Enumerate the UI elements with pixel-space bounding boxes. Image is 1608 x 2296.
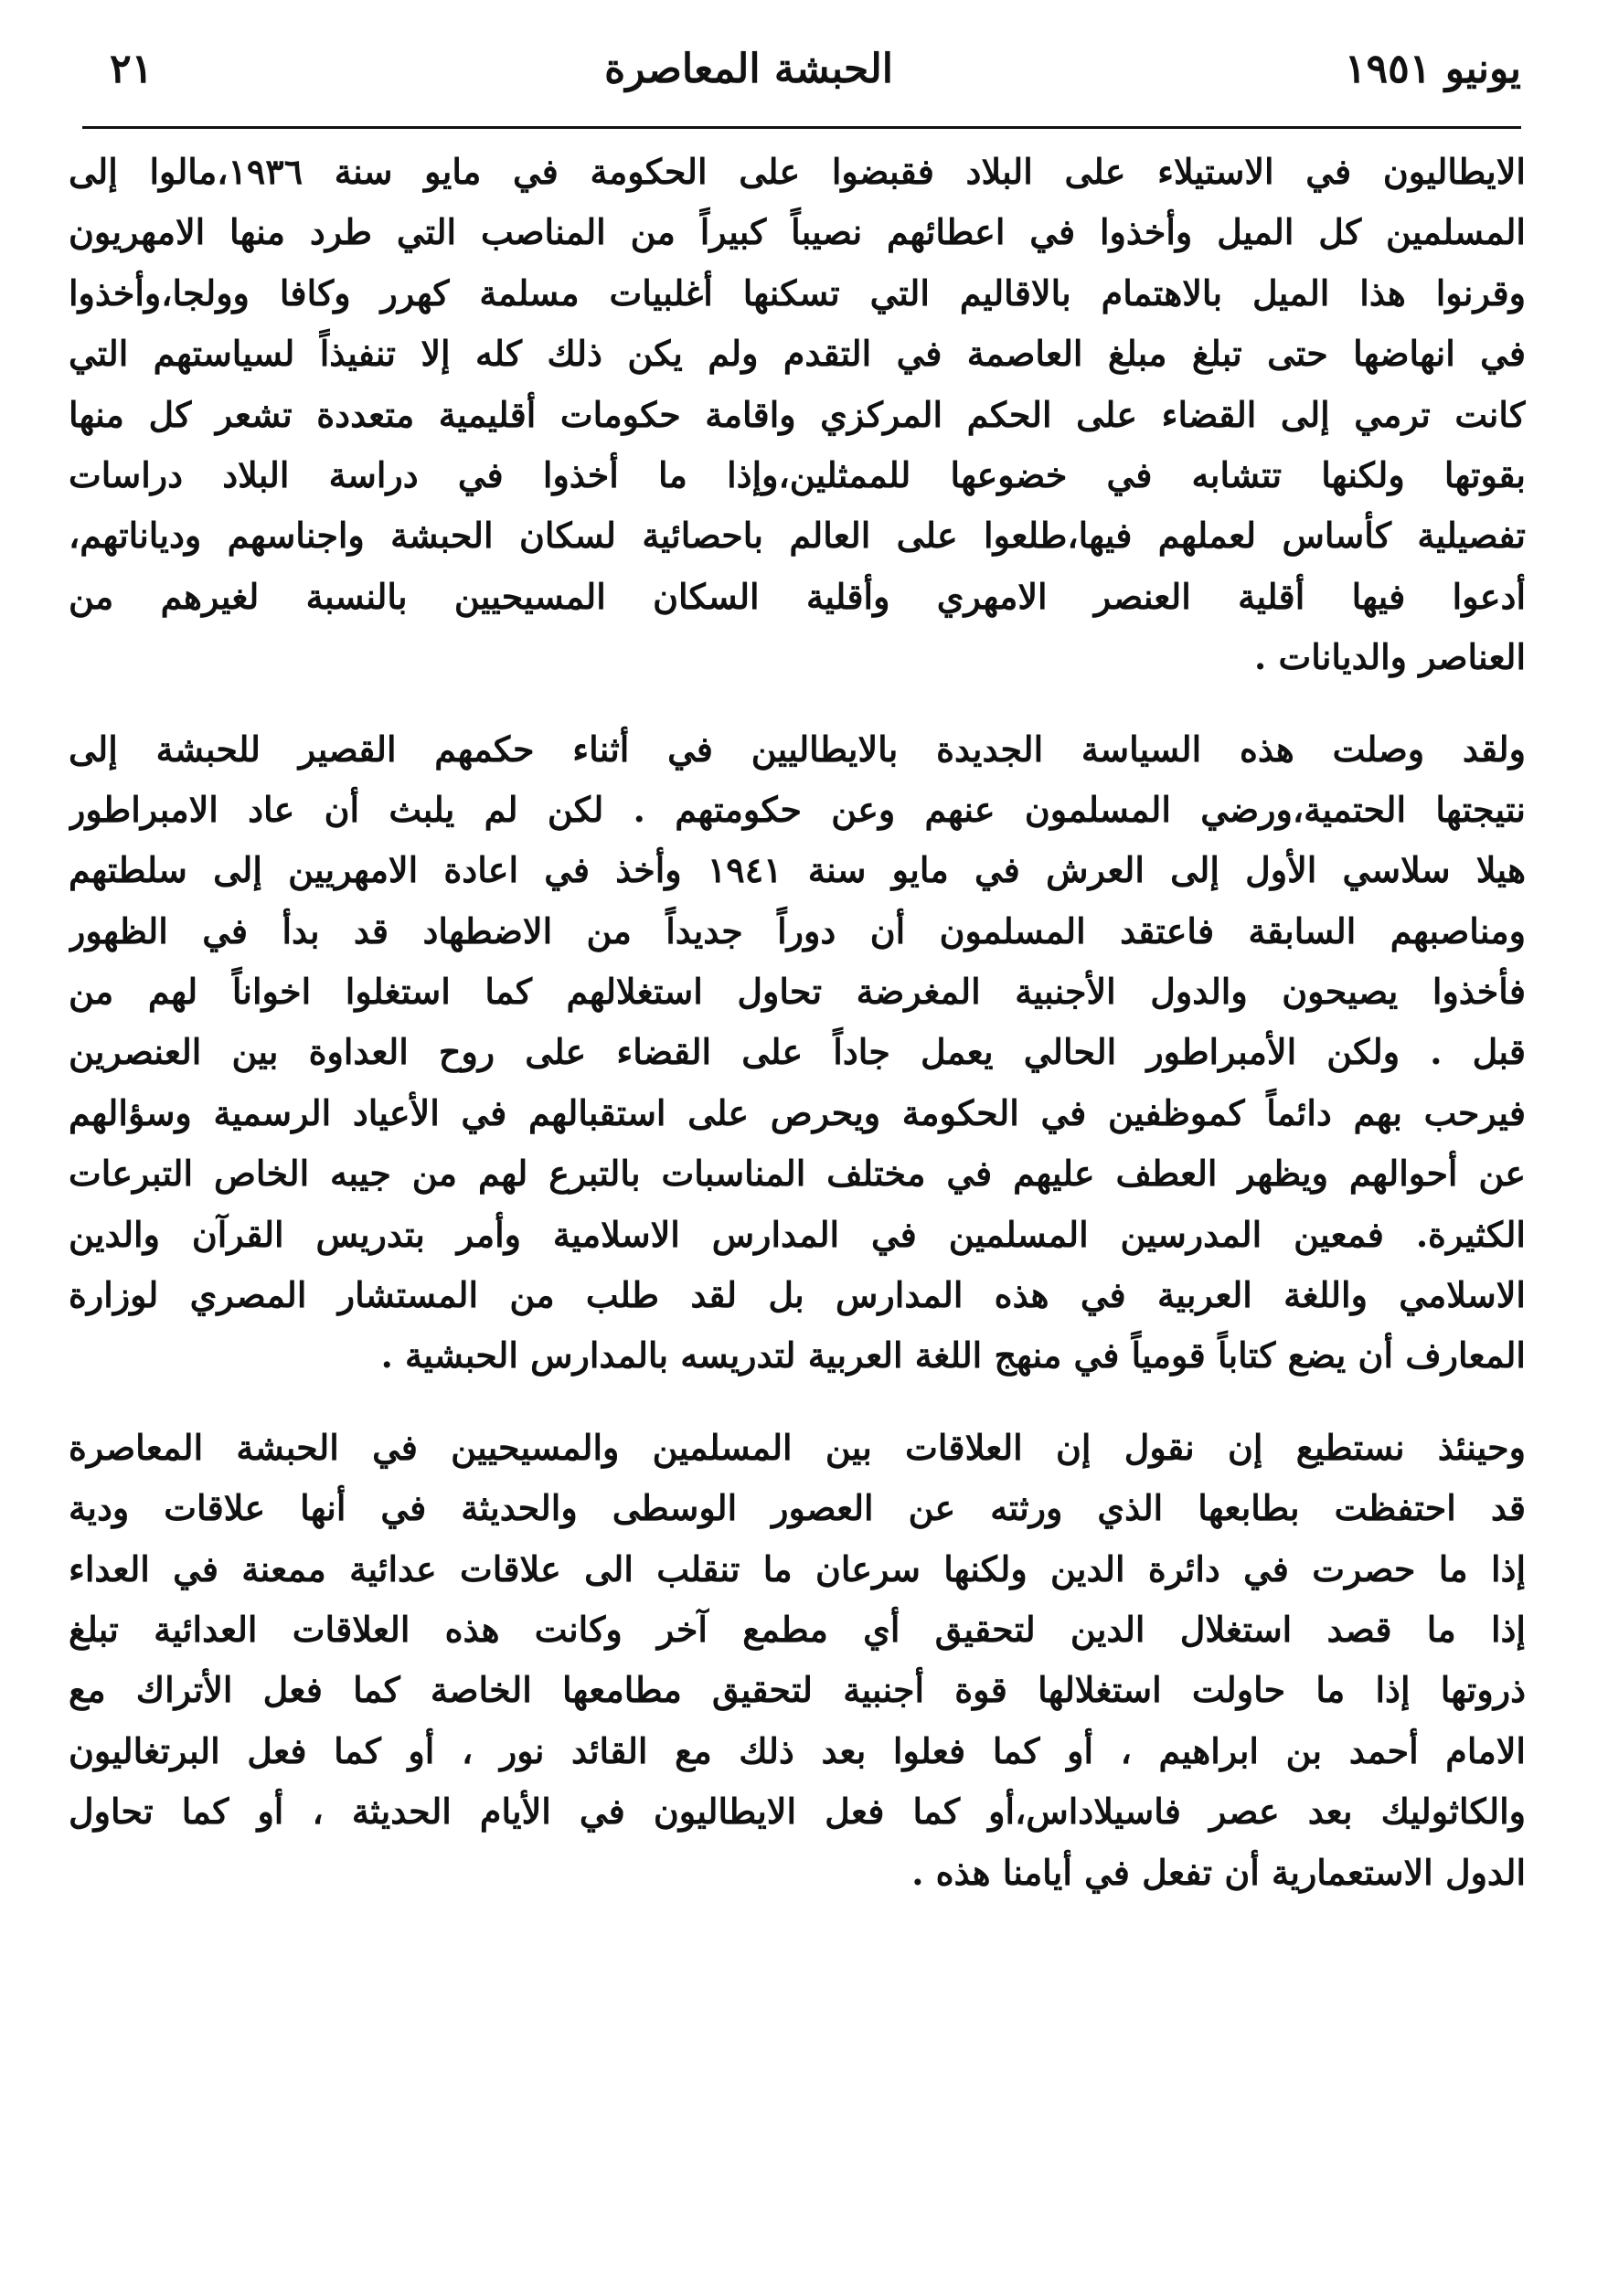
text-line: إذا ما حصرت في دائرة الدين ولكنها سرعان ما تنقلب الى علاقات عدائية ممعنة في العداء: [69, 1547, 1526, 1589]
text-line: الايطاليون في الاستيلاء على البلاد فقبضوا على الحكومة في مايو سنة ١٩٣٦،مالوا إلى: [69, 151, 1526, 192]
text-line: الكثيرة. فمعين المدرسين المسلمين في المدارس الاسلامية وأمر بتدريس القرآن والدين: [69, 1213, 1526, 1255]
paragraph: [69, 1418, 1526, 1903]
paragraph: [69, 142, 1526, 688]
paragraph-gap: [69, 688, 1526, 719]
text-line: إذا ما قصد استغلال الدين لتحقيق أي مطمع آخر وكانت هذه العلاقات العدائية تبلغ: [69, 1608, 1526, 1650]
text-line: تفصيلية كأساس لعملهم فيها،طلعوا على العالم باحصائية لسكان الحبشة واجناسهم ودياناتهم،: [69, 515, 1526, 557]
text-line: العناصر والديانات .: [1254, 636, 1526, 678]
text-line: قبل . ولكن الأمبراطور الحالي يعمل جاداً على القضاء على روح العداوة بين العنصرين: [69, 1031, 1526, 1073]
header-title: الحبشة المعاصرة: [604, 46, 894, 92]
text-line: ذروتها إذا ما حاولت استغلالها قوة أجنبية لتحقيق مطامعها الخاصة كما فعل الأتراك مع: [69, 1669, 1526, 1711]
body-text: [69, 142, 1526, 1903]
text-line: وقرنوا هذا الميل بالاهتمام بالاقاليم التي تسكنها أغلبيات مسلمة كهرر وكافا وولجا،وأخذوا: [69, 271, 1526, 314]
text-line: الامام أحمد بن ابراهيم ، أو كما فعلوا بعد ذلك مع القائد نور ، أو كما فعل البرتغاليون: [69, 1729, 1526, 1771]
paragraph-gap: [69, 1387, 1526, 1418]
text-line: المسلمين كل الميل وأخذوا في اعطائهم نصيباً كبيراً من المناصب التي طرد منها الامهريون: [69, 211, 1526, 253]
text-line: ولقد وصلت هذه السياسة الجديدة بالايطاليين في أثناء حكمهم القصير للحبشة إلى: [69, 728, 1526, 770]
page-header: [110, 35, 1521, 103]
page-number: ٢١: [110, 46, 154, 92]
text-line: هيلا سلاسي الأول إلى العرش في مايو سنة ١٩٤١ وأخذ في اعادة الامهريين إلى سلطتهم: [69, 849, 1526, 891]
text-line: المعارف أن يضع كتاباً قومياً في منهج اللغة العربية لتدريسه بالمدارس الحبشية .: [380, 1334, 1526, 1377]
header-rule: [82, 126, 1521, 129]
text-line: نتيجتها الحتمية،ورضي المسلمون عنهم وعن حكومتهم . لكن لم يلبث أن عاد الامبراطور: [69, 788, 1526, 830]
text-line: والكاثوليك بعد عصر فاسيلاداس،أو كما فعل الايطاليون في الأيام الحديثة ، أو كما تحاول: [69, 1791, 1526, 1833]
text-line: فأخذوا يصيحون والدول الأجنبية المغرضة تحاول استغلالهم كما استغلوا اخواناً لهم من: [69, 971, 1526, 1013]
text-line: بقوتها ولكنها تتشابه في خضوعها للممثلين،وإذا ما أخذوا في دراسة البلاد دراسات: [69, 453, 1526, 495]
text-line: كانت ترمي إلى القضاء على الحكم المركزي واقامة حكومات أقليمية متعددة تشعر كل منها: [69, 393, 1526, 435]
paragraph: [69, 719, 1526, 1387]
text-line: في انهاضها حتى تبلغ مبلغ العاصمة في التقدم ولم يكن ذلك كله إلا تنفيذاً لسياستهم التي: [69, 333, 1526, 375]
text-line: عن أحوالهم ويظهر العطف عليهم في مختلف المناسبات بالتبرع لهم من جيبه الخاص التبرعات: [69, 1153, 1526, 1195]
header-date: يونيو ١٩٥١: [1344, 46, 1521, 92]
text-line: الاسلامي واللغة العربية في هذه المدارس بل لقد طلب من المستشار المصري لوزارة: [69, 1274, 1526, 1316]
text-line: أدعوا فيها أقلية العنصر الامهري وأقلية السكان المسيحيين بالنسبة لغيرهم من: [69, 575, 1526, 617]
text-line: وحينئذ نستطيع إن نقول إن العلاقات بين المسلمين والمسيحيين في الحبشة المعاصرة: [69, 1426, 1526, 1468]
text-line: قد احتفظت بطابعها الذي ورثته عن العصور الوسطى والحديثة في أنها علاقات ودية: [69, 1487, 1526, 1529]
text-line: فيرحب بهم دائماً كموظفين في الحكومة ويحرص على استقبالهم في الأعياد الرسمية وسؤالهم: [69, 1091, 1526, 1133]
text-line: ومناصبهم السابقة فاعتقد المسلمون أن دوراً جديداً من الاضطهاد قد بدأ في الظهور: [69, 909, 1526, 951]
text-line: الدول الاستعمارية أن تفعل في أيامنا هذه .: [911, 1851, 1526, 1893]
